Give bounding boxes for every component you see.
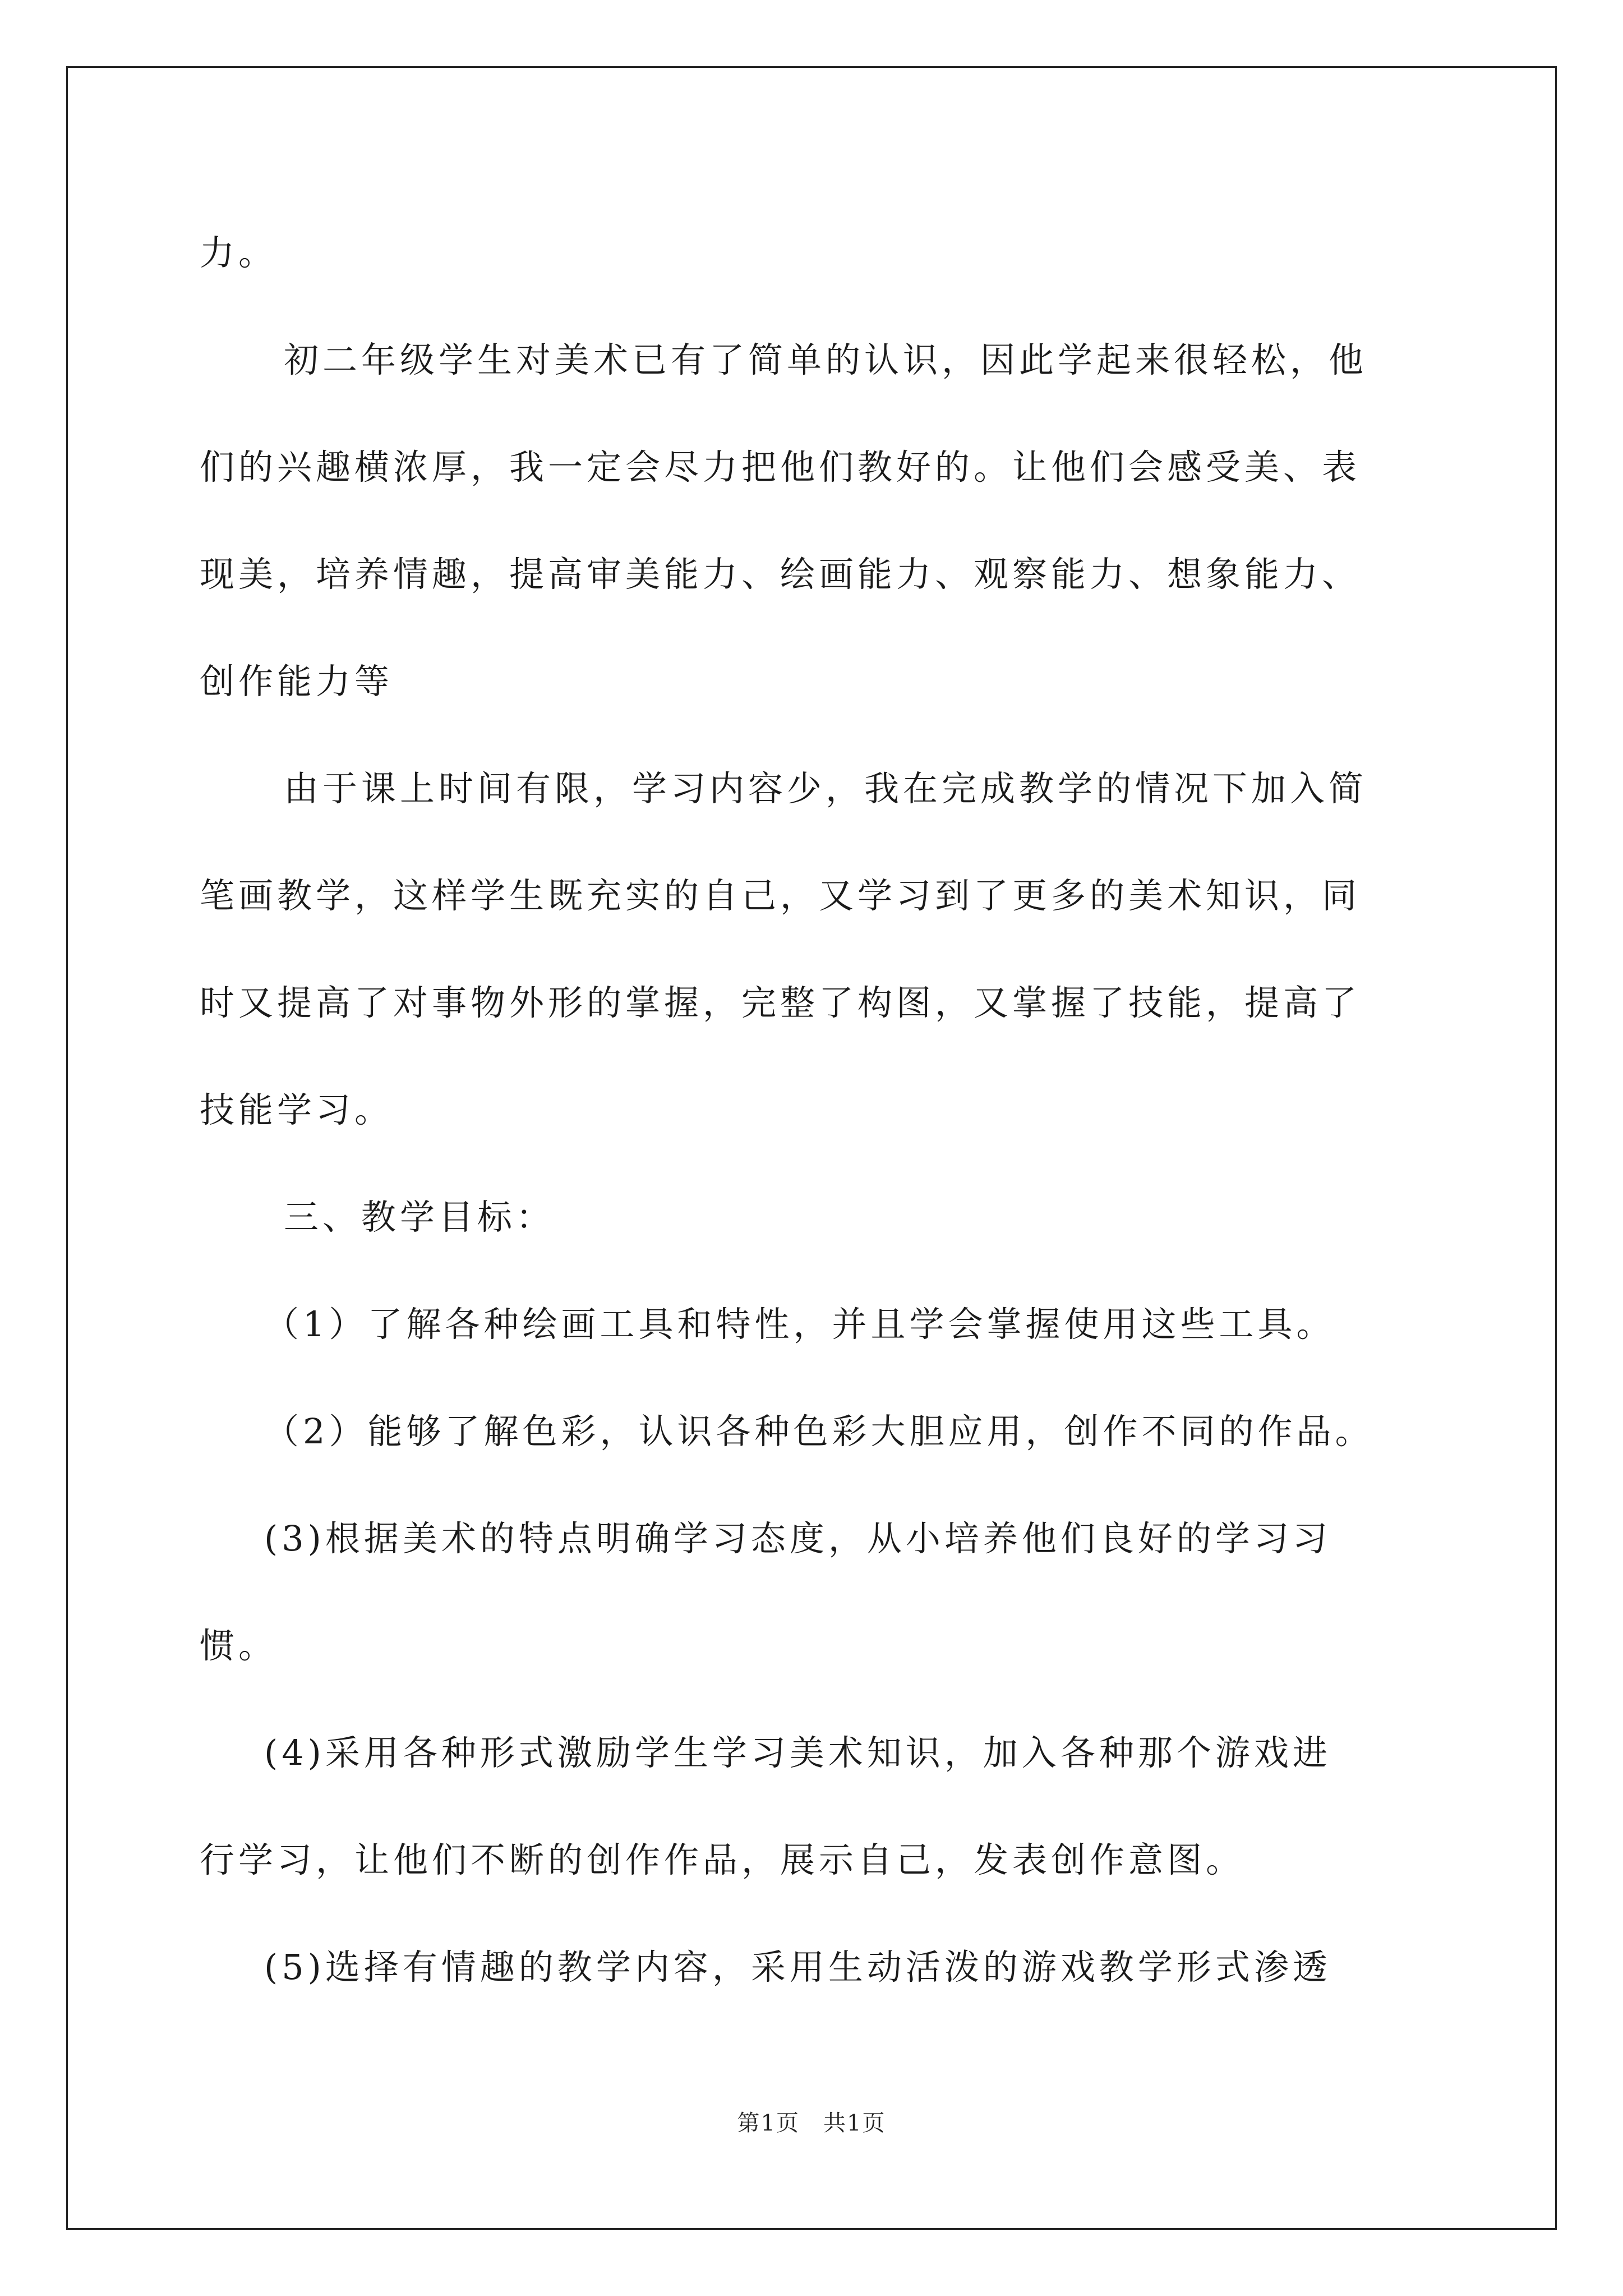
text-line: 笔画教学，这样学生既充实的自己，又学习到了更多的美术知识，同 (200, 875, 1361, 916)
list-item: （1）了解各种绘画工具和特性，并且学会掌握使用这些工具。 (264, 1304, 1335, 1345)
text-line: 创作能力等 (200, 661, 394, 702)
text-line: 由于课上时间有限，学习内容少，我在完成教学的情况下加入简 (284, 768, 1368, 809)
list-item: (4)采用各种形式激励学生学习美术知识，加入各种那个游戏进 (264, 1732, 1331, 1773)
section-heading: 三、教学目标： (284, 1197, 555, 1237)
list-item: (3)根据美术的特点明确学习态度，从小培养他们良好的学习习 (264, 1518, 1331, 1559)
text-line: 现美，培养情趣，提高审美能力、绘画能力、观察能力、想象能力、 (200, 554, 1361, 595)
text-line: 力。 (200, 232, 278, 273)
text-line: 时又提高了对事物外形的掌握，完整了构图，又掌握了技能，提高了 (200, 982, 1361, 1023)
text-line: 们的兴趣横浓厚，我一定会尽力把他们教好的。让他们会感受美、表 (200, 447, 1361, 487)
text-line: 技能学习。 (200, 1089, 394, 1130)
list-item: (5)选择有情趣的教学内容，采用生动活泼的游戏教学形式渗透 (264, 1947, 1331, 1987)
text-line: 惯。 (200, 1625, 278, 1666)
list-item: （2）能够了解色彩，认识各种色彩大胆应用，创作不同的作品。 (264, 1411, 1374, 1452)
page-number: 第1页 共1页 (737, 2110, 886, 2136)
text-line: 行学习，让他们不断的创作作品，展示自己，发表创作意图。 (200, 1839, 1245, 1880)
text-line: 初二年级学生对美术已有了简单的认识，因此学起来很轻松，他 (284, 339, 1368, 380)
